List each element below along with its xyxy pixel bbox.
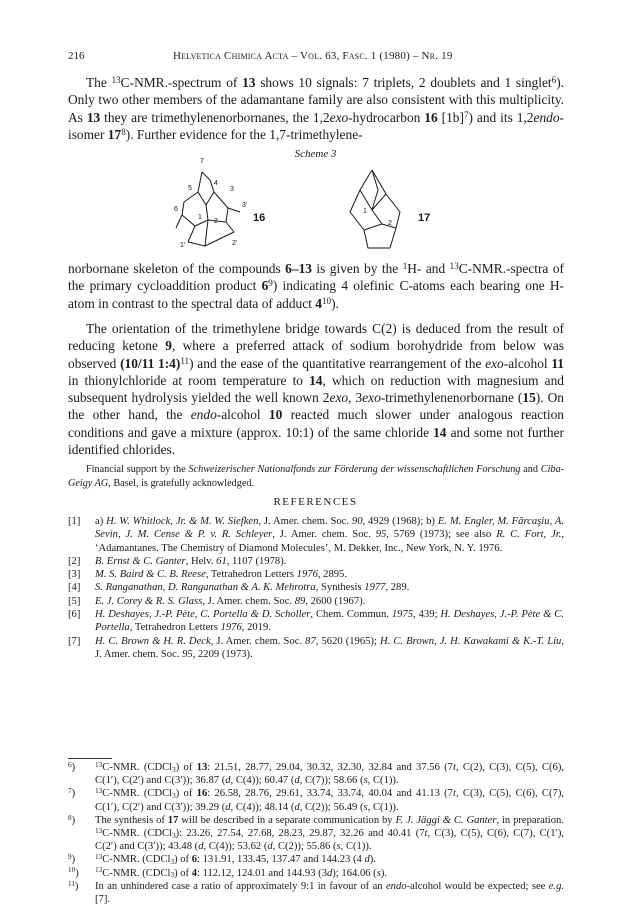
reference-item: [2] B. Ernst & C. Ganter, Helv. 61, 1107 (1978). — [68, 555, 287, 567]
atom-label: 5 — [188, 185, 192, 192]
atom-label: 6 — [174, 206, 178, 213]
footnotes — [68, 761, 564, 906]
compound-ref: 13 — [242, 75, 256, 90]
paragraph-trimethylene-orientation: The orientation of the trimethylene bridge towards C(2) is deduced from the result of reducing ketone 9, where a preferred attack of sodium borohydride from below was observed (10/11 1:4)$^{11}$) and the ease of the quantitative rearrangement of the exo-alcohol 11 in thionylchloride at room temperature to 14, which on reduction with magnesium and subsequent hydrolysis yielded the well known 2exo, 3exo-trimethylenenorbornane (15). On the other hand, the endo-alcohol 10 reacted much slower under analogous reaction conditions and gave a mixture (approx. 10:1) of the same chloride 14 and some not further identified chlorides. — [68, 321, 564, 458]
paragraph-norbornane-skeleton: norbornane skeleton of the compounds 6–13 is given by the $^1$H- and $^{13}$C-NMR.-spectra of the primary cycloaddition product $6^9$) indicating 4 olefinic C-atoms each bearing one H-atom in contrast to the spectral data of adduct $4^{10}$). — [68, 260, 564, 311]
compound-label-17: 17 — [418, 212, 431, 224]
footnote-item: $^8$) The synthesis of 17 will be described in a separate communication by F. J. Jäggi & C. Ganter, in preparation. $^{13}$C-NMR. (CDCl$_3$): 23.26, 27.54, 27.68, 28.23, 29.87, 32.26 and 40.41 (7t, C(3), C(5), C(6), C(7), C(1′), C(2′) and C(3′)); 43.48 (d, C(4)); 53.62 (d, C(2)); 55.86 (s, C(1)). — [68, 813, 564, 853]
reference-item: [4] S. Ranganathan, D. Ranganathan & A. K. Mehrotra, Synthesis 1977, 289. — [68, 582, 410, 594]
page-number: 216 — [68, 50, 85, 62]
scheme-3-structures — [150, 160, 470, 260]
footnote-rule — [68, 758, 112, 759]
running-title: Helvetica Chimica Acta – Vol. 63, Fasc. 1 (1980) – Nr. 19 — [173, 50, 453, 62]
references-list — [68, 515, 564, 661]
footnote-item: $^{11}$) In an unhindered case a ratio of approximately 9:1 in favour of an endo-alcohol would be expected; see e.g. [7]. — [68, 879, 565, 906]
atom-label: 7 — [200, 158, 204, 165]
compound-16-structure — [176, 172, 240, 246]
running-header — [68, 50, 563, 64]
atom-label: 1′ — [180, 242, 186, 249]
reference-item: [6] H. Deshayes, J.-P. Pète, C. Portella & D. Scholler, Chem. Commun. 1975, 439; H. Deshayes, J.-P. Pète & C. Portella, Tetrahedron Letters 1976, 2019. — [68, 609, 564, 634]
reference-item: [7] H. C. Brown & H. R. Deck, J. Amer. chem. Soc. 87, 5620 (1965); H. C. Brown, J. H. Kawakami & K.-T. Liu, J. Amer. chem. Soc. 95, 2209 (1973). — [68, 635, 565, 660]
structure-drawings — [150, 160, 470, 260]
compound-17-structure — [350, 170, 400, 248]
atom-label: 3′ — [242, 202, 248, 209]
footnote-item: $^6$) $^{13}$C-NMR. (CDCl$_3$) of 13: 21.51, 28.77, 29.04, 30.32, 32.30, 32.84 and 37.56 (7t, C(2), C(3), C(5), C(6), C(1′), C(2′) and C(3′)); 36.87 (d, C(4)); 60.47 (d, C(7)); 58.66 (s, C(1)). — [68, 760, 565, 787]
scheme-caption: Scheme 3 — [294, 148, 337, 160]
acknowledgement: Financial support by the Schweizerischer Nationalfonds zur Förderung der wissenschaftlichen Forschung and Ciba-Geigy AG, Basel, is gratefully acknowledged. — [68, 464, 565, 489]
atom-label: 3 — [230, 186, 234, 193]
reference-item: [5] E. J. Corey & R. S. Glass, J. Amer. chem. Soc. 89, 2600 (1967). — [68, 595, 366, 607]
atom-label: 2 — [388, 220, 392, 227]
atom-label: 1 — [363, 208, 367, 215]
footnote-item: $^9$) $^{13}$C-NMR. (CDCl$_3$) of 6: 131.91, 133.45, 137.47 and 144.23 (4 d). — [68, 853, 376, 867]
paragraph-nmr-spectrum: The $^{13}$C-NMR.-spectrum of 13 shows 10 signals: 7 triplets, 2 doublets and 1 singlet$^6$). Only two other members of the adamantane family are also consistent with this multiplicity. As 13 they are trimethylenenorbornanes, the 1,2exo-hydrocarbon 16 $[1b]^7$) and its 1,2endo-isomer $17^8$). Further evidence for the 1,7-trimethylene- — [68, 74, 565, 142]
footnote-item: $^7$) $^{13}$C-NMR. (CDCl$_3$) of 16: 26.58, 28.76, 29.61, 33.74, 33.74, 40.04 and 41.13 (7t, C(3), C(5), C(6), C(7), C(1′), C(2′) and C(3′)); 39.29 (d, C(4)); 48.14 (d, C(2)); 56.49 (s, C(1)). — [68, 787, 565, 813]
footnote-item: $^{10}$) $^{13}$C-NMR. (CDCl$_3$) of 4: 112.12, 124.01 and 144.93 (3d); 164.06 (s). — [68, 866, 388, 880]
atom-label: 4 — [214, 180, 218, 187]
atom-label: 2 — [214, 218, 218, 225]
references-heading: REFERENCES — [273, 496, 358, 508]
atom-label: 1 — [198, 214, 202, 221]
compound-label-16: 16 — [253, 212, 266, 224]
reference-item: [3] M. S. Baird & C. B. Reese, Tetrahedron Letters 1976, 2895. — [68, 569, 347, 581]
reference-item: [1] a) H. W. Whitlock, Jr. & M. W. Siefken, J. Amer. chem. Soc. 90, 4929 (1968); b) E. M. Engler, M. Fărcaşiu, A. Sevin, J. M. Cense & P. v. R. Schleyer, J. Amer. chem. Soc. 95, 5769 (1973); see also R. C. Fort, Jr., ‘Adamantanes. The Chemistry of Diamond Molecules’, M. Dekker, Inc., New York, N. Y. 1976. — [68, 516, 565, 554]
atom-label: 2′ — [232, 240, 238, 247]
